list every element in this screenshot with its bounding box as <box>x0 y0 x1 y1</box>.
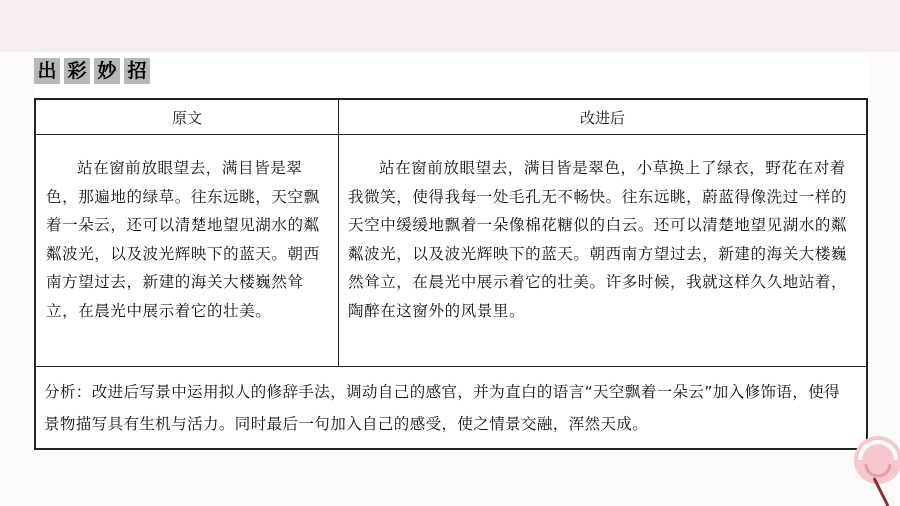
section-title-char: 招 <box>124 58 150 84</box>
column-divider <box>338 100 339 366</box>
lollipop-decoration <box>830 426 900 506</box>
analysis-text: 分析：改进后写景中运用拟人的修辞手法，调动自己的感官，并为直白的语言“天空飘着一朵云”加入修饰语，使得景物描写具有生机与活力。同时最后一句加入自己的感受，使之情景交融，浑然天成。 <box>44 383 840 433</box>
column-header-improved: 改进后 <box>579 109 625 127</box>
section-title-char: 妙 <box>94 58 120 84</box>
section-title-char: 彩 <box>64 58 90 84</box>
original-text: 站在窗前放眼望去，满目皆是翠色，那遍地的绿草。往东远眺，天空飘着一朵云，还可以清楚地望见湖水的粼粼波光，以及波光辉映下的蓝天。朝西南方望过去，新建的海关大楼巍然耸立，在晨光中展示着它的壮美。 <box>46 159 320 320</box>
top-band <box>0 0 900 52</box>
column-header-original: 原文 <box>171 109 202 127</box>
analysis-divider <box>36 366 866 367</box>
section-title <box>34 58 154 90</box>
section-title-char: 出 <box>34 58 60 84</box>
improved-text: 站在窗前放眼望去，满目皆是翠色，小草换上了绿衣，野花在对着我微笑，使得我每一处毛孔无不畅快。往东远眺，蔚蓝得像洗过一样的天空中缓缓地飘着一朵像棉花糖似的白云。还可以清楚地望见湖水的粼粼波光，以及波光辉映下的蓝天。朝西南方望过去，新建的海关大楼巍然耸立，在晨光中展示着它的壮美。许多时候，我就这样久久地站着，陶醉在这窗外的风景里。 <box>348 159 848 320</box>
comparison-table <box>34 98 868 450</box>
